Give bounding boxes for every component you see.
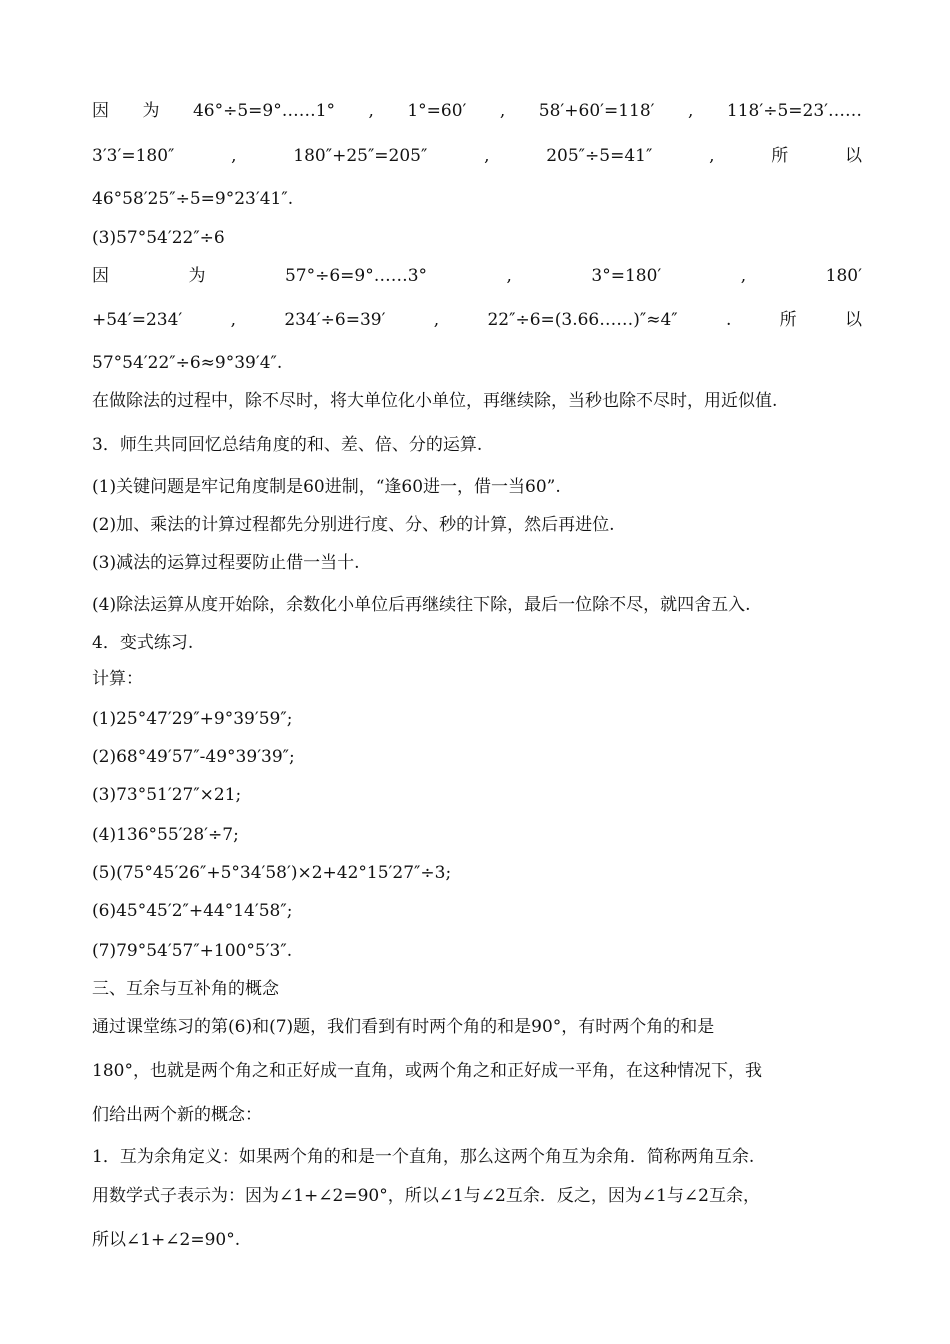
text-segment: , [740,266,747,286]
text-line [92,261,862,291]
text-segment: 58′+60′=118′ [538,101,655,121]
text-segment: 为 [188,266,206,286]
text-line [92,305,862,335]
text-line: (4)除法运算从度开始除，余数化小单位后再继续往下除，最后一位除不尽，就四舍五入. [92,595,751,615]
text-line: 1．互为余角定义：如果两个角的和是一个直角，那么这两个角互为余角．简称两角互余. [92,1147,755,1167]
text-segment: 180″+25″=205″ [293,146,428,166]
text-line: (2)加、乘法的计算过程都先分别进行度、分、秒的计算，然后再进位. [92,515,615,535]
text-segment: 1°=60′ [407,101,467,121]
text-segment: , [688,101,694,121]
text-line: 3．师生共同回忆总结角度的和、差、倍、分的运算. [92,435,483,455]
text-line: (3)减法的运算过程要防止借一当十. [92,553,360,573]
text-line: 三、互余与互补角的概念 [92,979,279,999]
text-segment: 205″÷5=41″ [546,146,653,166]
text-segment: , [506,266,512,286]
text-segment: , [368,101,374,121]
text-line: (1)关键问题是牢记角度制是60进制，“逢60进一，借一当60”. [92,477,561,497]
text-line: (4)136°55′28′÷7; [92,825,239,845]
text-segment: 3°=180′ [591,266,662,286]
text-line: 们给出两个新的概念： [92,1105,262,1125]
text-segment: 为 [142,101,160,121]
text-segment: , [230,310,237,330]
text-line: (3)57°54′22″÷6 [92,228,225,248]
text-line: 4．变式练习. [92,633,194,653]
text-line [92,96,862,126]
text-line: (5)(75°45′26″+5°34′58′)×2+42°15′27″÷3; [92,863,452,883]
text-line: (3)73°51′27″×21; [92,785,242,805]
text-segment: , [231,146,237,166]
text-segment: 以 [844,310,862,330]
text-line: 57°54′22″÷6≈9°39′4″. [92,353,283,373]
text-segment: 118′÷5=23′…… [726,101,862,121]
text-line: 在做除法的过程中，除不尽时，将大单位化小单位，再继续除，当秒也除不尽时，用近似值. [92,391,778,411]
text-segment: 57°÷6=9°……3° [284,266,428,286]
text-segment: 因 [92,266,109,286]
text-line: 46°58′25″÷5=9°23′41″. [92,189,294,209]
text-line [92,141,862,171]
text-segment: 所 [779,310,797,330]
text-segment: , [499,101,506,121]
text-segment: +54′=234′ [92,310,183,330]
text-segment: 22″÷6=(3.66……)″≈4″ [487,310,678,330]
text-line: 所以∠1+∠2=90°. [92,1230,241,1250]
text-line: (7)79°54′57″+100°5′3″. [92,941,293,961]
text-line: 通过课堂练习的第(6)和(7)题，我们看到有时两个角的和是90°，有时两个角的和是 [92,1017,715,1037]
text-segment: 所 [771,146,789,166]
text-segment: 3′3′=180″ [92,146,175,166]
text-line: (6)45°45′2″+44°14′58″; [92,901,293,921]
text-line: 用数学式子表示为：因为∠1+∠2=90°，所以∠1与∠2互余．反之，因为∠1与∠2互余， [92,1186,760,1206]
text-segment: . [725,310,732,330]
text-line: (1)25°47′29″+9°39′59″; [92,709,293,729]
text-line: 计算： [92,669,143,689]
text-segment: , [709,146,715,166]
text-segment: , [484,146,490,166]
text-segment: 180′ [825,266,862,286]
text-segment: 以 [844,146,862,166]
text-segment: , [433,310,440,330]
text-segment: 46°÷5=9°……1° [192,101,336,121]
text-segment: 因 [92,101,109,121]
text-line: (2)68°49′57″-49°39′39″; [92,747,295,767]
text-segment: 234′÷6=39′ [284,310,386,330]
text-line: 180°，也就是两个角之和正好成一直角，或两个角之和正好成一平角，在这种情况下，我 [92,1061,762,1081]
